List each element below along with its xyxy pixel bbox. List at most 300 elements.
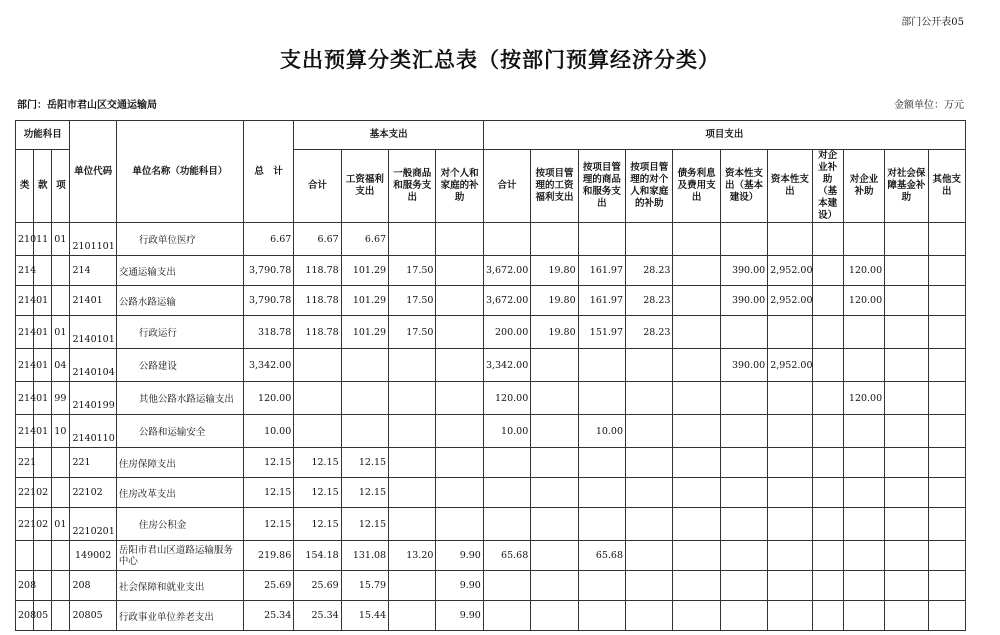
cell-project-salary bbox=[531, 223, 578, 256]
cell-project-enterprise bbox=[843, 508, 884, 541]
cell-project-debt bbox=[673, 415, 720, 448]
cell-project-total: 10.00 bbox=[483, 415, 530, 448]
cell-lei: 208 bbox=[16, 571, 34, 601]
cell-basic-total: 12.15 bbox=[294, 508, 341, 541]
cell-project-personal bbox=[626, 571, 673, 601]
cell-basic-goods bbox=[389, 448, 436, 478]
cell-project-enterprise bbox=[843, 349, 884, 382]
table-row bbox=[16, 286, 966, 316]
cell-project-personal: 28.23 bbox=[626, 316, 673, 349]
cell-basic-salary: 12.15 bbox=[341, 478, 388, 508]
cell-xiang bbox=[52, 256, 70, 286]
cell-basic-personal: 9.90 bbox=[436, 601, 483, 631]
cell-project-enterprise bbox=[843, 316, 884, 349]
cell-project-total: 65.68 bbox=[483, 541, 530, 571]
cell-project-capital-basic bbox=[720, 541, 767, 571]
cell-project-personal bbox=[626, 478, 673, 508]
cell-lei: 221 bbox=[16, 478, 34, 508]
cell-project-goods: 161.97 bbox=[578, 256, 625, 286]
cell-project-capital-basic bbox=[720, 601, 767, 631]
cell-basic-total: 118.78 bbox=[294, 256, 341, 286]
cell-project-total bbox=[483, 478, 530, 508]
cell-project-social bbox=[885, 415, 928, 448]
cell-project-salary bbox=[531, 478, 578, 508]
cell-project-enterprise bbox=[843, 223, 884, 256]
header-unit-name: 单位名称（功能科目） bbox=[116, 121, 243, 223]
cell-project-debt bbox=[673, 382, 720, 415]
cell-name: 行政单位医疗 bbox=[116, 223, 243, 256]
cell-project-social bbox=[885, 478, 928, 508]
header-kuan: 款 bbox=[34, 150, 52, 223]
header-basic: 基本支出 bbox=[294, 121, 484, 150]
cell-project-debt bbox=[673, 541, 720, 571]
header-basic-goods: 一般商品和服务支出 bbox=[389, 150, 436, 223]
cell-project-capital-basic bbox=[720, 478, 767, 508]
cell-project-goods bbox=[578, 601, 625, 631]
cell-lei: 208 bbox=[16, 601, 34, 631]
cell-basic-total bbox=[294, 349, 341, 382]
cell-basic-goods: 17.50 bbox=[389, 316, 436, 349]
cell-project-capital-basic bbox=[720, 382, 767, 415]
cell-project-capital bbox=[768, 316, 812, 349]
cell-project-other bbox=[928, 601, 965, 631]
cell-total: 25.34 bbox=[243, 601, 293, 631]
cell-code: 22102 bbox=[70, 478, 116, 508]
cell-project-salary bbox=[531, 541, 578, 571]
department-label: 部门：岳阳市君山区交通运输局 bbox=[17, 100, 157, 111]
cell-basic-salary bbox=[341, 349, 388, 382]
cell-basic-total bbox=[294, 415, 341, 448]
table-row bbox=[16, 541, 966, 571]
cell-project-debt bbox=[673, 256, 720, 286]
header-project-total: 合计 bbox=[483, 150, 530, 223]
cell-lei: 214 bbox=[16, 382, 34, 415]
header-project-enterprise: 对企业补助 bbox=[843, 150, 884, 223]
cell-name: 交通运输支出 bbox=[116, 256, 243, 286]
cell-project-total: 3,342.00 bbox=[483, 349, 530, 382]
cell-project-capital: 2,952.00 bbox=[768, 286, 812, 316]
cell-project-salary bbox=[531, 508, 578, 541]
cell-basic-personal bbox=[436, 349, 483, 382]
cell-project-personal bbox=[626, 541, 673, 571]
cell-lei: 210 bbox=[16, 223, 34, 256]
cell-basic-personal: 9.90 bbox=[436, 571, 483, 601]
cell-project-personal: 28.23 bbox=[626, 286, 673, 316]
table-row bbox=[16, 478, 966, 508]
cell-project-capital-basic bbox=[720, 571, 767, 601]
cell-total: 12.15 bbox=[243, 478, 293, 508]
cell-project-capital bbox=[768, 448, 812, 478]
cell-project-social bbox=[885, 316, 928, 349]
cell-project-other bbox=[928, 508, 965, 541]
cell-basic-total: 12.15 bbox=[294, 478, 341, 508]
cell-kuan: 01 bbox=[34, 316, 52, 349]
cell-project-capital: 2,952.00 bbox=[768, 349, 812, 382]
cell-basic-salary: 101.29 bbox=[341, 286, 388, 316]
cell-lei: 221 bbox=[16, 448, 34, 478]
header-basic-total: 合计 bbox=[294, 150, 341, 223]
cell-basic-total: 6.67 bbox=[294, 223, 341, 256]
cell-project-capital-basic bbox=[720, 448, 767, 478]
table-row bbox=[16, 508, 966, 541]
table-row bbox=[16, 601, 966, 631]
cell-project-total bbox=[483, 448, 530, 478]
cell-project-salary bbox=[531, 415, 578, 448]
cell-project-capital-basic bbox=[720, 508, 767, 541]
header-project-capital: 资本性支出 bbox=[768, 150, 812, 223]
cell-basic-total: 25.69 bbox=[294, 571, 341, 601]
header-basic-salary: 工资福利支出 bbox=[341, 150, 388, 223]
cell-project-other bbox=[928, 316, 965, 349]
cell-basic-personal bbox=[436, 286, 483, 316]
cell-name: 岳阳市君山区道路运输服务中心 bbox=[116, 541, 243, 571]
cell-project-total bbox=[483, 223, 530, 256]
cell-project-debt bbox=[673, 448, 720, 478]
header-project: 项目支出 bbox=[483, 121, 965, 150]
page-title: 支出预算分类汇总表（按部门预算经济分类） bbox=[280, 47, 720, 72]
cell-basic-personal bbox=[436, 223, 483, 256]
cell-xiang: 04 bbox=[52, 349, 70, 382]
cell-lei: 214 bbox=[16, 349, 34, 382]
cell-project-enterprise bbox=[843, 571, 884, 601]
cell-project-enterprise bbox=[843, 415, 884, 448]
cell-project-goods bbox=[578, 571, 625, 601]
cell-project-goods: 151.97 bbox=[578, 316, 625, 349]
cell-basic-goods bbox=[389, 223, 436, 256]
cell-xiang: 01 bbox=[52, 223, 70, 256]
cell-project-capital-basic: 390.00 bbox=[720, 256, 767, 286]
cell-xiang: 10 bbox=[52, 415, 70, 448]
cell-project-salary: 19.80 bbox=[531, 316, 578, 349]
cell-kuan: 02 bbox=[34, 508, 52, 541]
cell-basic-total: 118.78 bbox=[294, 316, 341, 349]
header-project-capital-basic: 资本性支出（基本建设） bbox=[720, 150, 767, 223]
table-row bbox=[16, 415, 966, 448]
cell-basic-salary: 12.15 bbox=[341, 448, 388, 478]
cell-project-enterprise bbox=[843, 448, 884, 478]
cell-basic-goods bbox=[389, 382, 436, 415]
cell-project-salary bbox=[531, 601, 578, 631]
table-row bbox=[16, 256, 966, 286]
cell-project-goods bbox=[578, 223, 625, 256]
cell-xiang: 01 bbox=[52, 316, 70, 349]
cell-basic-goods bbox=[389, 478, 436, 508]
cell-project-enterprise-capital bbox=[812, 223, 843, 256]
cell-total: 3,342.00 bbox=[243, 349, 293, 382]
cell-code: 214 bbox=[70, 256, 116, 286]
cell-kuan: 01 bbox=[34, 349, 52, 382]
cell-basic-goods: 13.20 bbox=[389, 541, 436, 571]
cell-total: 3,790.78 bbox=[243, 256, 293, 286]
cell-project-other bbox=[928, 286, 965, 316]
cell-lei: 221 bbox=[16, 508, 34, 541]
cell-project-other bbox=[928, 541, 965, 571]
cell-xiang bbox=[52, 541, 70, 571]
header-project-debt: 债务利息及费用支出 bbox=[673, 150, 720, 223]
cell-project-other bbox=[928, 448, 965, 478]
table-row bbox=[16, 223, 966, 256]
cell-project-social bbox=[885, 223, 928, 256]
cell-project-other bbox=[928, 478, 965, 508]
cell-kuan bbox=[34, 256, 52, 286]
header-project-other: 其他支出 bbox=[928, 150, 965, 223]
cell-code: 2101101 bbox=[70, 223, 116, 256]
cell-project-social bbox=[885, 508, 928, 541]
cell-total: 10.00 bbox=[243, 415, 293, 448]
cell-xiang bbox=[52, 601, 70, 631]
cell-project-capital bbox=[768, 382, 812, 415]
cell-code: 2210201 bbox=[70, 508, 116, 541]
cell-project-social bbox=[885, 382, 928, 415]
cell-project-total: 120.00 bbox=[483, 382, 530, 415]
cell-code: 2140110 bbox=[70, 415, 116, 448]
cell-kuan: 05 bbox=[34, 601, 52, 631]
cell-project-goods bbox=[578, 508, 625, 541]
cell-project-enterprise bbox=[843, 541, 884, 571]
cell-project-social bbox=[885, 571, 928, 601]
cell-project-capital bbox=[768, 571, 812, 601]
cell-project-personal bbox=[626, 415, 673, 448]
header-basic-personal: 对个人和家庭的补助 bbox=[436, 150, 483, 223]
cell-project-salary bbox=[531, 571, 578, 601]
cell-project-salary bbox=[531, 349, 578, 382]
cell-code: 2140101 bbox=[70, 316, 116, 349]
header-total: 总 计 bbox=[243, 121, 293, 223]
cell-project-other bbox=[928, 415, 965, 448]
cell-project-personal bbox=[626, 382, 673, 415]
cell-project-other bbox=[928, 349, 965, 382]
cell-basic-personal: 9.90 bbox=[436, 541, 483, 571]
cell-project-capital-basic: 390.00 bbox=[720, 286, 767, 316]
cell-code: 221 bbox=[70, 448, 116, 478]
cell-code: 149002 bbox=[70, 541, 116, 571]
cell-project-capital-basic bbox=[720, 415, 767, 448]
cell-kuan: 01 bbox=[34, 286, 52, 316]
header-project-salary: 按项目管理的工资福利支出 bbox=[531, 150, 578, 223]
cell-project-capital-basic bbox=[720, 223, 767, 256]
cell-basic-personal bbox=[436, 508, 483, 541]
cell-project-capital bbox=[768, 223, 812, 256]
cell-project-social bbox=[885, 349, 928, 382]
cell-project-capital bbox=[768, 508, 812, 541]
cell-basic-personal bbox=[436, 256, 483, 286]
cell-name: 社会保障和就业支出 bbox=[116, 571, 243, 601]
cell-xiang bbox=[52, 478, 70, 508]
cell-project-enterprise bbox=[843, 601, 884, 631]
cell-project-social bbox=[885, 256, 928, 286]
cell-project-enterprise-capital bbox=[812, 382, 843, 415]
cell-project-total bbox=[483, 508, 530, 541]
cell-basic-salary: 101.29 bbox=[341, 316, 388, 349]
cell-project-other bbox=[928, 571, 965, 601]
cell-basic-personal bbox=[436, 382, 483, 415]
cell-basic-salary: 15.44 bbox=[341, 601, 388, 631]
cell-name: 住房保障支出 bbox=[116, 448, 243, 478]
cell-basic-goods: 17.50 bbox=[389, 256, 436, 286]
cell-project-other bbox=[928, 256, 965, 286]
cell-project-personal bbox=[626, 448, 673, 478]
cell-project-capital: 2,952.00 bbox=[768, 256, 812, 286]
cell-project-social bbox=[885, 541, 928, 571]
header-project-social: 对社会保障基金补助 bbox=[885, 150, 928, 223]
cell-kuan bbox=[34, 448, 52, 478]
header-func-subject: 功能科目 bbox=[16, 121, 70, 150]
cell-kuan: 01 bbox=[34, 415, 52, 448]
cell-basic-goods bbox=[389, 508, 436, 541]
cell-basic-total: 154.18 bbox=[294, 541, 341, 571]
cell-basic-personal bbox=[436, 478, 483, 508]
cell-kuan bbox=[34, 571, 52, 601]
cell-project-debt bbox=[673, 571, 720, 601]
cell-basic-salary bbox=[341, 415, 388, 448]
cell-lei bbox=[16, 541, 34, 571]
cell-xiang bbox=[52, 286, 70, 316]
cell-project-total bbox=[483, 601, 530, 631]
cell-project-enterprise-capital bbox=[812, 316, 843, 349]
cell-project-capital-basic bbox=[720, 316, 767, 349]
cell-project-capital bbox=[768, 601, 812, 631]
cell-project-total: 3,672.00 bbox=[483, 256, 530, 286]
header-project-personal: 按项目管理的对个人和家庭的补助 bbox=[626, 150, 673, 223]
cell-kuan: 01 bbox=[34, 382, 52, 415]
cell-basic-total: 25.34 bbox=[294, 601, 341, 631]
table-row bbox=[16, 316, 966, 349]
cell-basic-personal bbox=[436, 316, 483, 349]
header-project-enterprise-capital: 对企业补助（基本建设） bbox=[812, 150, 843, 223]
cell-total: 3,790.78 bbox=[243, 286, 293, 316]
cell-code: 20805 bbox=[70, 601, 116, 631]
cell-project-goods bbox=[578, 382, 625, 415]
cell-project-personal bbox=[626, 508, 673, 541]
cell-project-other bbox=[928, 382, 965, 415]
cell-project-enterprise bbox=[843, 478, 884, 508]
cell-project-enterprise-capital bbox=[812, 286, 843, 316]
cell-basic-salary: 12.15 bbox=[341, 508, 388, 541]
cell-kuan: 02 bbox=[34, 478, 52, 508]
cell-code: 21401 bbox=[70, 286, 116, 316]
cell-total: 219.86 bbox=[243, 541, 293, 571]
table-row bbox=[16, 382, 966, 415]
cell-xiang: 99 bbox=[52, 382, 70, 415]
cell-project-enterprise-capital bbox=[812, 256, 843, 286]
cell-project-enterprise-capital bbox=[812, 571, 843, 601]
cell-name: 住房改革支出 bbox=[116, 478, 243, 508]
cell-lei: 214 bbox=[16, 316, 34, 349]
cell-name: 行政运行 bbox=[116, 316, 243, 349]
cell-total: 6.67 bbox=[243, 223, 293, 256]
cell-basic-goods: 17.50 bbox=[389, 286, 436, 316]
cell-basic-salary: 131.08 bbox=[341, 541, 388, 571]
cell-lei: 214 bbox=[16, 256, 34, 286]
cell-project-enterprise-capital bbox=[812, 349, 843, 382]
cell-name: 住房公积金 bbox=[116, 508, 243, 541]
cell-code: 208 bbox=[70, 571, 116, 601]
cell-name: 公路水路运输 bbox=[116, 286, 243, 316]
cell-basic-personal bbox=[436, 448, 483, 478]
cell-project-social bbox=[885, 448, 928, 478]
cell-total: 120.00 bbox=[243, 382, 293, 415]
cell-basic-total bbox=[294, 382, 341, 415]
cell-basic-goods bbox=[389, 415, 436, 448]
cell-project-enterprise-capital bbox=[812, 541, 843, 571]
cell-name: 其他公路水路运输支出 bbox=[116, 382, 243, 415]
cell-project-other bbox=[928, 223, 965, 256]
cell-project-enterprise: 120.00 bbox=[843, 286, 884, 316]
cell-project-debt bbox=[673, 478, 720, 508]
header-lei: 类 bbox=[16, 150, 34, 223]
budget-table bbox=[15, 120, 966, 631]
cell-project-enterprise-capital bbox=[812, 415, 843, 448]
cell-project-enterprise: 120.00 bbox=[843, 256, 884, 286]
cell-basic-goods bbox=[389, 349, 436, 382]
cell-project-goods bbox=[578, 478, 625, 508]
cell-project-enterprise-capital bbox=[812, 448, 843, 478]
cell-total: 25.69 bbox=[243, 571, 293, 601]
cell-basic-total: 12.15 bbox=[294, 448, 341, 478]
cell-basic-goods bbox=[389, 601, 436, 631]
cell-project-salary: 19.80 bbox=[531, 256, 578, 286]
cell-project-goods bbox=[578, 448, 625, 478]
cell-basic-goods bbox=[389, 571, 436, 601]
table-row bbox=[16, 571, 966, 601]
cell-name: 行政事业单位养老支出 bbox=[116, 601, 243, 631]
header-project-goods: 按项目管理的商品和服务支出 bbox=[578, 150, 625, 223]
cell-project-social bbox=[885, 286, 928, 316]
table-row bbox=[16, 448, 966, 478]
cell-project-salary bbox=[531, 448, 578, 478]
cell-basic-salary: 6.67 bbox=[341, 223, 388, 256]
cell-name: 公路建设 bbox=[116, 349, 243, 382]
cell-xiang bbox=[52, 571, 70, 601]
cell-project-enterprise-capital bbox=[812, 601, 843, 631]
cell-code: 2140104 bbox=[70, 349, 116, 382]
cell-basic-salary bbox=[341, 382, 388, 415]
cell-project-total: 3,672.00 bbox=[483, 286, 530, 316]
cell-project-salary: 19.80 bbox=[531, 286, 578, 316]
cell-code: 2140199 bbox=[70, 382, 116, 415]
cell-name: 公路和运输安全 bbox=[116, 415, 243, 448]
cell-lei: 214 bbox=[16, 415, 34, 448]
cell-xiang bbox=[52, 448, 70, 478]
header-unit-code: 单位代码 bbox=[70, 121, 116, 223]
cell-project-debt bbox=[673, 316, 720, 349]
cell-project-goods: 10.00 bbox=[578, 415, 625, 448]
amount-unit-label: 金额单位：万元 bbox=[894, 100, 964, 111]
cell-project-goods: 161.97 bbox=[578, 286, 625, 316]
cell-project-personal bbox=[626, 349, 673, 382]
cell-project-debt bbox=[673, 286, 720, 316]
cell-total: 318.78 bbox=[243, 316, 293, 349]
cell-project-total bbox=[483, 571, 530, 601]
cell-basic-personal bbox=[436, 415, 483, 448]
cell-total: 12.15 bbox=[243, 508, 293, 541]
cell-project-social bbox=[885, 601, 928, 631]
cell-project-debt bbox=[673, 508, 720, 541]
cell-project-personal: 28.23 bbox=[626, 256, 673, 286]
cell-project-goods bbox=[578, 349, 625, 382]
cell-project-debt bbox=[673, 223, 720, 256]
cell-project-total: 200.00 bbox=[483, 316, 530, 349]
cell-kuan bbox=[34, 541, 52, 571]
cell-kuan: 11 bbox=[34, 223, 52, 256]
cell-project-enterprise-capital bbox=[812, 508, 843, 541]
cell-project-capital-basic: 390.00 bbox=[720, 349, 767, 382]
form-id: 部门公开表05 bbox=[901, 17, 964, 28]
cell-project-capital bbox=[768, 415, 812, 448]
cell-project-enterprise: 120.00 bbox=[843, 382, 884, 415]
cell-xiang: 01 bbox=[52, 508, 70, 541]
cell-project-capital bbox=[768, 478, 812, 508]
